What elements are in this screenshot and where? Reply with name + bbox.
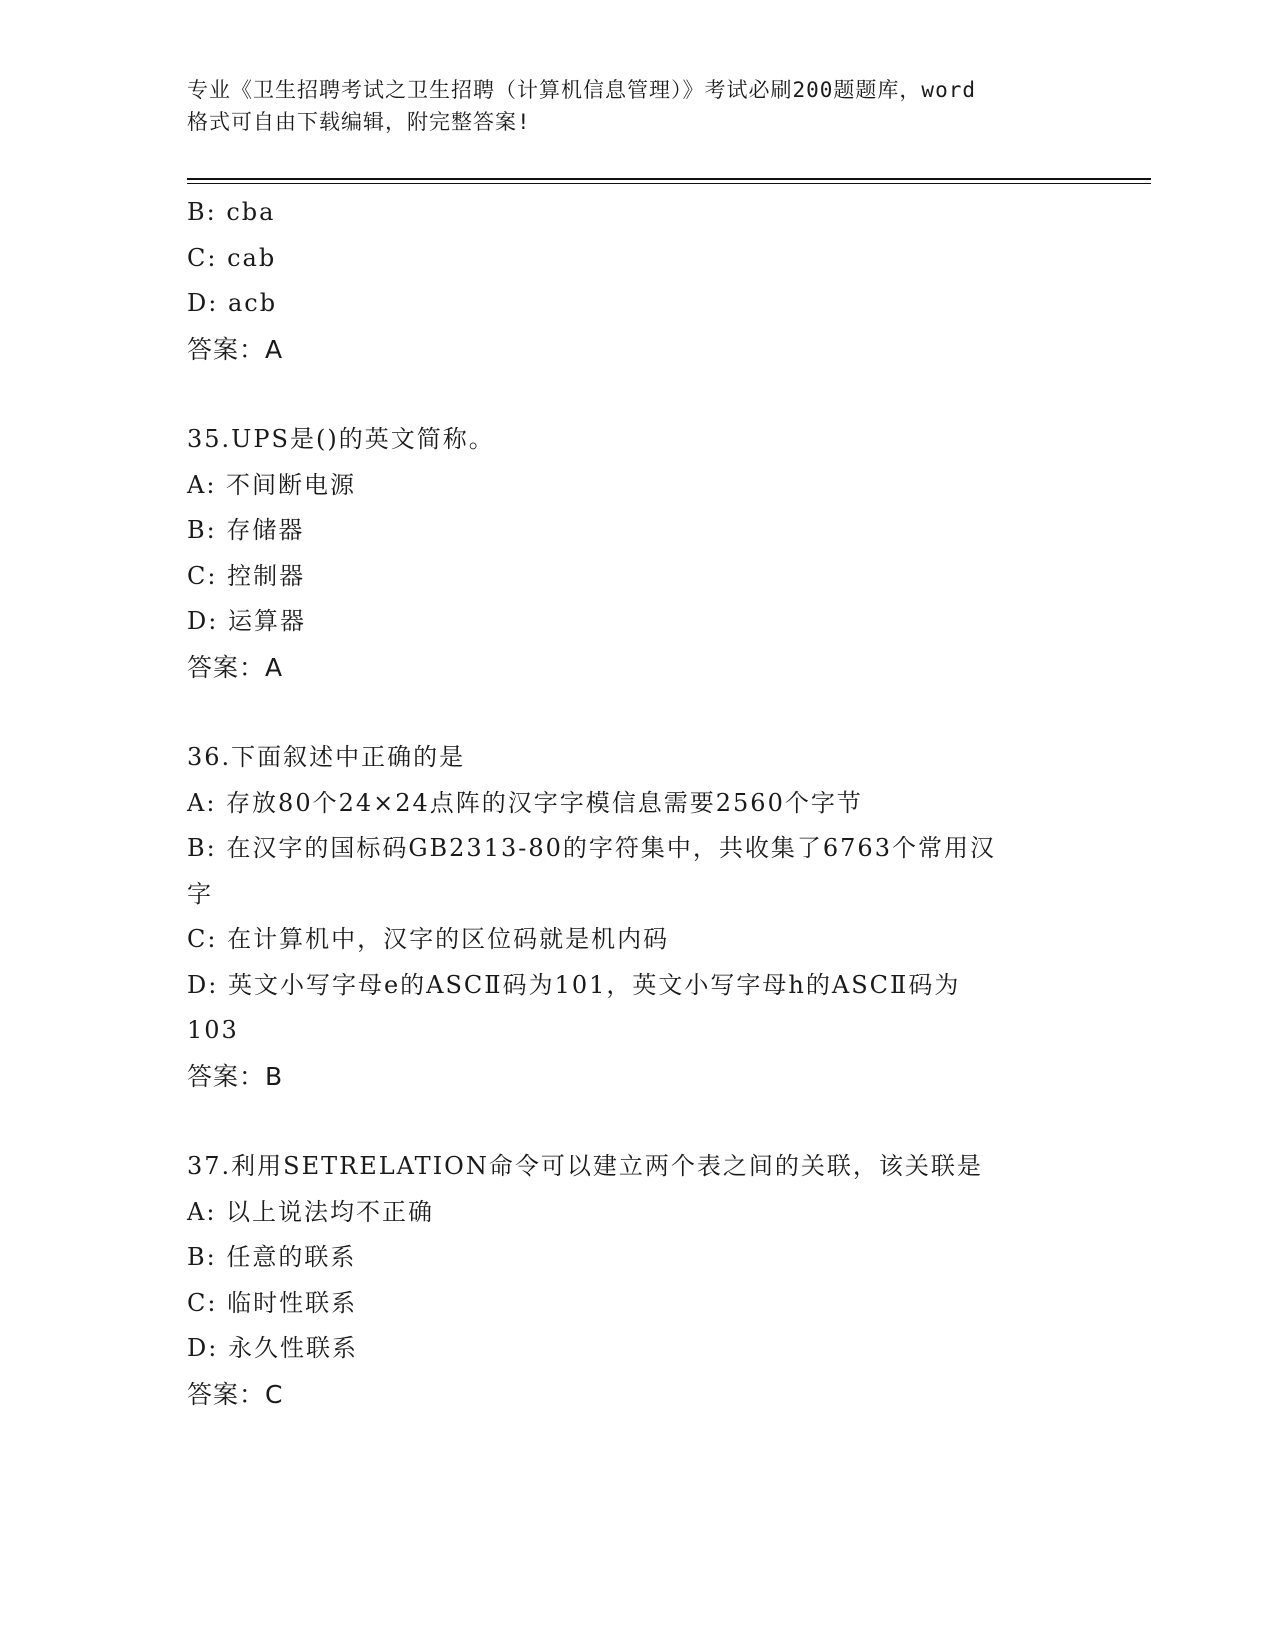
header-line-2: 格式可自由下载编辑，附完整答案! [187, 110, 531, 134]
answer-line: 答案：A [187, 652, 284, 682]
option-d: D: acb [187, 289, 278, 317]
answer-line: 答案：C [187, 1379, 284, 1409]
header-line-1: 专业《卫生招聘考试之卫生招聘（计算机信息管理）》考试必刷200题题库，word [187, 78, 976, 102]
question-stem: 37.利用SETRELATION命令可以建立两个表之间的关联，该关联是 [187, 1152, 983, 1180]
spacer [187, 1099, 1067, 1144]
option-b-line-2: 字 [187, 879, 213, 908]
option-c: C: 临时性联系 [187, 1288, 358, 1317]
option-c: C: cab [187, 243, 277, 272]
option-a: A: 存放80个24×24点阵的汉字字模信息需要2560个字节 [187, 788, 863, 817]
question-35 [187, 417, 1067, 690]
question-34 [187, 190, 1067, 372]
option-c: C: 控制器 [187, 561, 306, 590]
option-d: D: 永久性联系 [187, 1334, 358, 1362]
question-37 [187, 1144, 1067, 1417]
answer-line: 答案：A [187, 334, 284, 364]
document-header [187, 74, 1087, 138]
spacer [187, 372, 1067, 417]
option-c: C: 在计算机中，汉字的区位码就是机内码 [187, 925, 670, 953]
option-d-line-2: 103 [187, 1016, 239, 1044]
option-a: A: 以上说法均不正确 [187, 1197, 435, 1226]
question-stem: 35.UPS是()的英文简称。 [187, 425, 495, 453]
spacer [187, 690, 1067, 735]
question-list [187, 190, 1067, 1417]
option-d-line-1: D: 英文小写字母e的ASCⅡ码为101，英文小写字母h的ASCⅡ码为 [187, 970, 961, 999]
option-b: B: cba [187, 198, 276, 226]
answer-line: 答案：B [187, 1061, 284, 1091]
question-stem: 36.下面叙述中正确的是 [187, 743, 466, 771]
header-divider [187, 178, 1151, 184]
option-d: D: 运算器 [187, 607, 306, 635]
option-b: B: 存储器 [187, 516, 305, 544]
question-36 [187, 735, 1067, 1099]
option-a: A: 不间断电源 [187, 470, 357, 499]
option-b-line-1: B: 在汉字的国标码GB2313-80的字符集中，共收集了6763个常用汉 [187, 834, 996, 862]
option-b: B: 任意的联系 [187, 1243, 357, 1271]
